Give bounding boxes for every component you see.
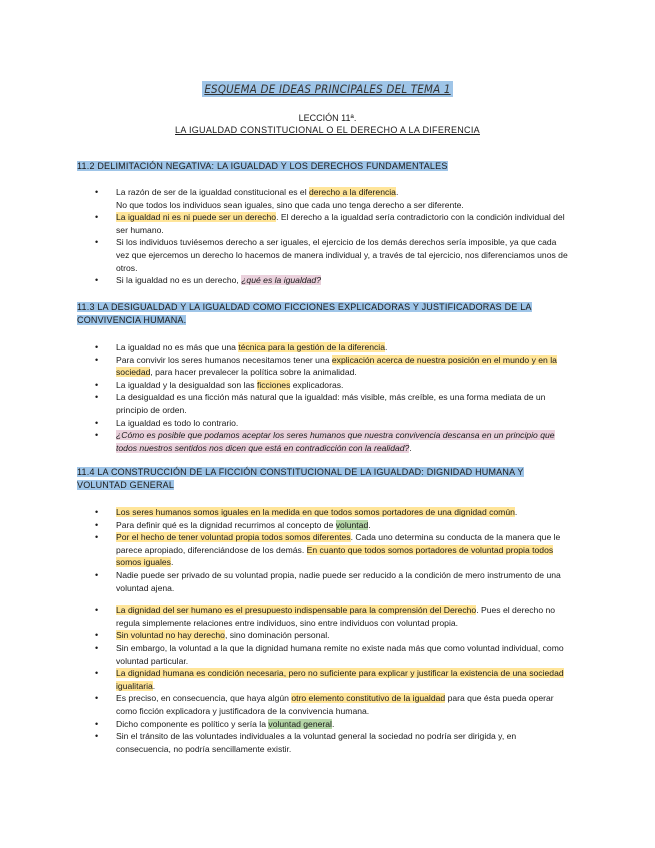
bullet-text: . <box>368 519 371 530</box>
bullet-text: para que ésta pueda operar como ficción explicadora y justificadora de la convivencia humana. <box>116 693 554 716</box>
bullet-text: Es preciso, en consecuencia, que haya algún <box>116 693 292 704</box>
bullet-item <box>92 569 570 594</box>
bullet-item <box>92 629 570 642</box>
highlighted-text: En cuanto que todos somos portadores de voluntad propia todos somos iguales <box>116 544 554 568</box>
highlighted-text: derecho a la diferencia <box>309 187 396 197</box>
bullet-text: . <box>514 507 518 517</box>
section-heading-text: 11.4 LA CONSTRUCCIÓN DE LA FICCIÓN CONSTITUCIONAL DE LA IGUALDAD: DIGNIDAD HUMANA Y VOLUNTAD GENERAL <box>77 467 524 490</box>
document-title <box>0 80 655 98</box>
bullet-item <box>92 506 570 519</box>
section-heading-text: 11.3 LA DESIGUALDAD Y LA IGUALDAD COMO FICCIONES EXPLICADORAS Y JUSTIFICADORAS DE LA CONVIVENCIA HUMANA. <box>77 302 532 325</box>
section-bullet-list <box>92 341 570 454</box>
bullet-item <box>92 604 570 629</box>
bullet-text: . El derecho a la igualdad sería contradictorio con la condición individual del ser humano. <box>116 212 565 235</box>
bullet-text: , para hacer prevalecer la política sobre la animalidad. <box>150 367 357 378</box>
bullet-text: . Cada uno determina su conducta de la manera que le parece apropiado, diferenciándose de los demás. <box>116 532 561 555</box>
bullet-item <box>92 642 570 667</box>
bullet-text: . Pues el derecho no regula simplemente relaciones entre individuos, sino entre individuos con voluntad propia. <box>116 605 556 628</box>
bullet-text: La igualdad no es más que una <box>116 342 239 352</box>
bullet-item <box>92 667 570 692</box>
bullet-text: Si la igualdad no es un derecho, <box>116 275 242 286</box>
highlighted-text: ¿qué es la igualdad? <box>241 275 321 286</box>
lesson-header <box>0 112 655 136</box>
bullet-text: . <box>152 680 156 691</box>
highlighted-text: explicación acerca de nuestra posición en el mundo y en la sociedad <box>116 354 557 378</box>
highlighted-text: La dignidad del ser humano es el presupuesto indispensable para la comprensión del Derecho <box>116 605 477 616</box>
bullet-text: La igualdad y la desigualdad son las <box>116 379 257 390</box>
bullet-text: explicadoras. <box>290 379 344 390</box>
bullet-item <box>92 692 570 717</box>
bullet-item <box>92 429 570 454</box>
bullet-item <box>92 341 570 354</box>
section-heading <box>77 301 567 327</box>
bullet-text: Para convivir los seres humanos necesitamos tener una <box>116 354 332 365</box>
highlighted-text: voluntad general <box>268 718 332 729</box>
bullet-text: . <box>385 342 388 352</box>
bullet-text: La igualdad es todo lo contrario. <box>116 417 239 428</box>
bullet-text: Sin embargo, la voluntad a la que la dignidad humana remite no existe nada más que como voluntad individual, como voluntad particular. <box>116 642 564 666</box>
bullet-item <box>92 236 570 274</box>
bullet-item <box>92 417 570 430</box>
bullet-text: . <box>170 557 174 568</box>
lesson-number: LECCIÓN 11ª. <box>298 113 357 123</box>
highlighted-text: ¿Cómo es posible que podamos aceptar los seres humanos que nuestra convivencia descansa en un principio que todos nuestros sentidos nos dicen que está en contradicción con la realidad? <box>116 430 555 453</box>
bullet-text: No que todos los individuos sean iguales, sino que cada uno tenga derecho a ser diferente. <box>116 199 464 210</box>
highlighted-text: Sin voluntad no hay derecho <box>116 630 225 641</box>
bullet-item <box>92 730 570 755</box>
bullet-text: Si los individuos tuviésemos derecho a ser iguales, el ejercicio de los demás derechos sería imposible, ya que cada vez que ejercemos un derecho lo hacemos de manera individual y, a través de tal ejercicio, nos diferenciamos unos de otros. <box>116 237 568 273</box>
bullet-item <box>92 274 570 287</box>
bullet-text: Para definir qué es la dignidad recurrimos al concepto de <box>116 519 336 530</box>
bullet-text: . <box>395 187 399 197</box>
bullet-item <box>92 354 570 379</box>
bullet-text: Sin el tránsito de las voluntades individuales a la voluntad general la sociedad no podría ser dirigida y, en consecuencia, no podría sencillamente existir. <box>116 731 517 754</box>
highlighted-text: voluntad <box>335 519 369 530</box>
bullet-item <box>92 379 570 392</box>
highlighted-text: Por el hecho de tener voluntad propia todos somos diferentes <box>116 532 351 543</box>
bullet-text: , sino dominación personal. <box>224 630 330 641</box>
highlighted-text: ficciones <box>256 379 291 390</box>
highlighted-text: otro elemento constitutivo de la igualdad <box>291 693 446 704</box>
section-heading-text: 11.2 DELIMITACIÓN NEGATIVA: LA IGUALDAD Y LOS DERECHOS FUNDAMENTALES <box>77 161 448 171</box>
bullet-text: Dicho componente es político y sería la <box>116 718 269 729</box>
bullet-item <box>92 211 570 236</box>
bullet-item <box>92 391 570 416</box>
bullet-text: La desigualdad es una ficción más natural que la igualdad: más visible, más creíble, es una forma mediata de un principio de orden. <box>116 392 546 415</box>
section-heading <box>77 160 567 173</box>
section-heading <box>77 466 567 492</box>
section-bullet-list <box>92 506 570 755</box>
bullet-item <box>92 519 570 532</box>
highlighted-text: La dignidad humana es condición necesaria, pero no suficiente para explicar y justificar la existencia de una sociedad igualitaria <box>116 668 564 691</box>
bullet-text: La razón de ser de la igualdad constitucional es el <box>116 187 310 197</box>
highlighted-text: La igualdad ni es ni puede ser un derecho <box>116 212 277 223</box>
bullet-text: . <box>409 442 412 453</box>
bullet-text: Nadie puede ser privado de su voluntad propia, nadie puede ser reducido a la condición de mero instrumento de una voluntad ajena. <box>116 569 561 593</box>
section-bullet-list <box>92 186 570 287</box>
highlighted-text: Los seres humanos somos iguales en la medida en que todos somos portadores de una dignidad común <box>116 507 515 517</box>
bullet-item <box>92 718 570 731</box>
document-title-text: ESQUEMA DE IDEAS PRINCIPALES DEL TEMA 1 <box>204 82 451 96</box>
bullet-item <box>92 531 570 569</box>
bullet-text: . <box>331 718 335 729</box>
bullet-item <box>92 186 570 211</box>
lesson-subtitle: LA IGUALDAD CONSTITUCIONAL O EL DERECHO A LA DIFERENCIA <box>175 125 480 135</box>
highlighted-text: técnica para la gestión de la diferencia <box>238 342 385 352</box>
